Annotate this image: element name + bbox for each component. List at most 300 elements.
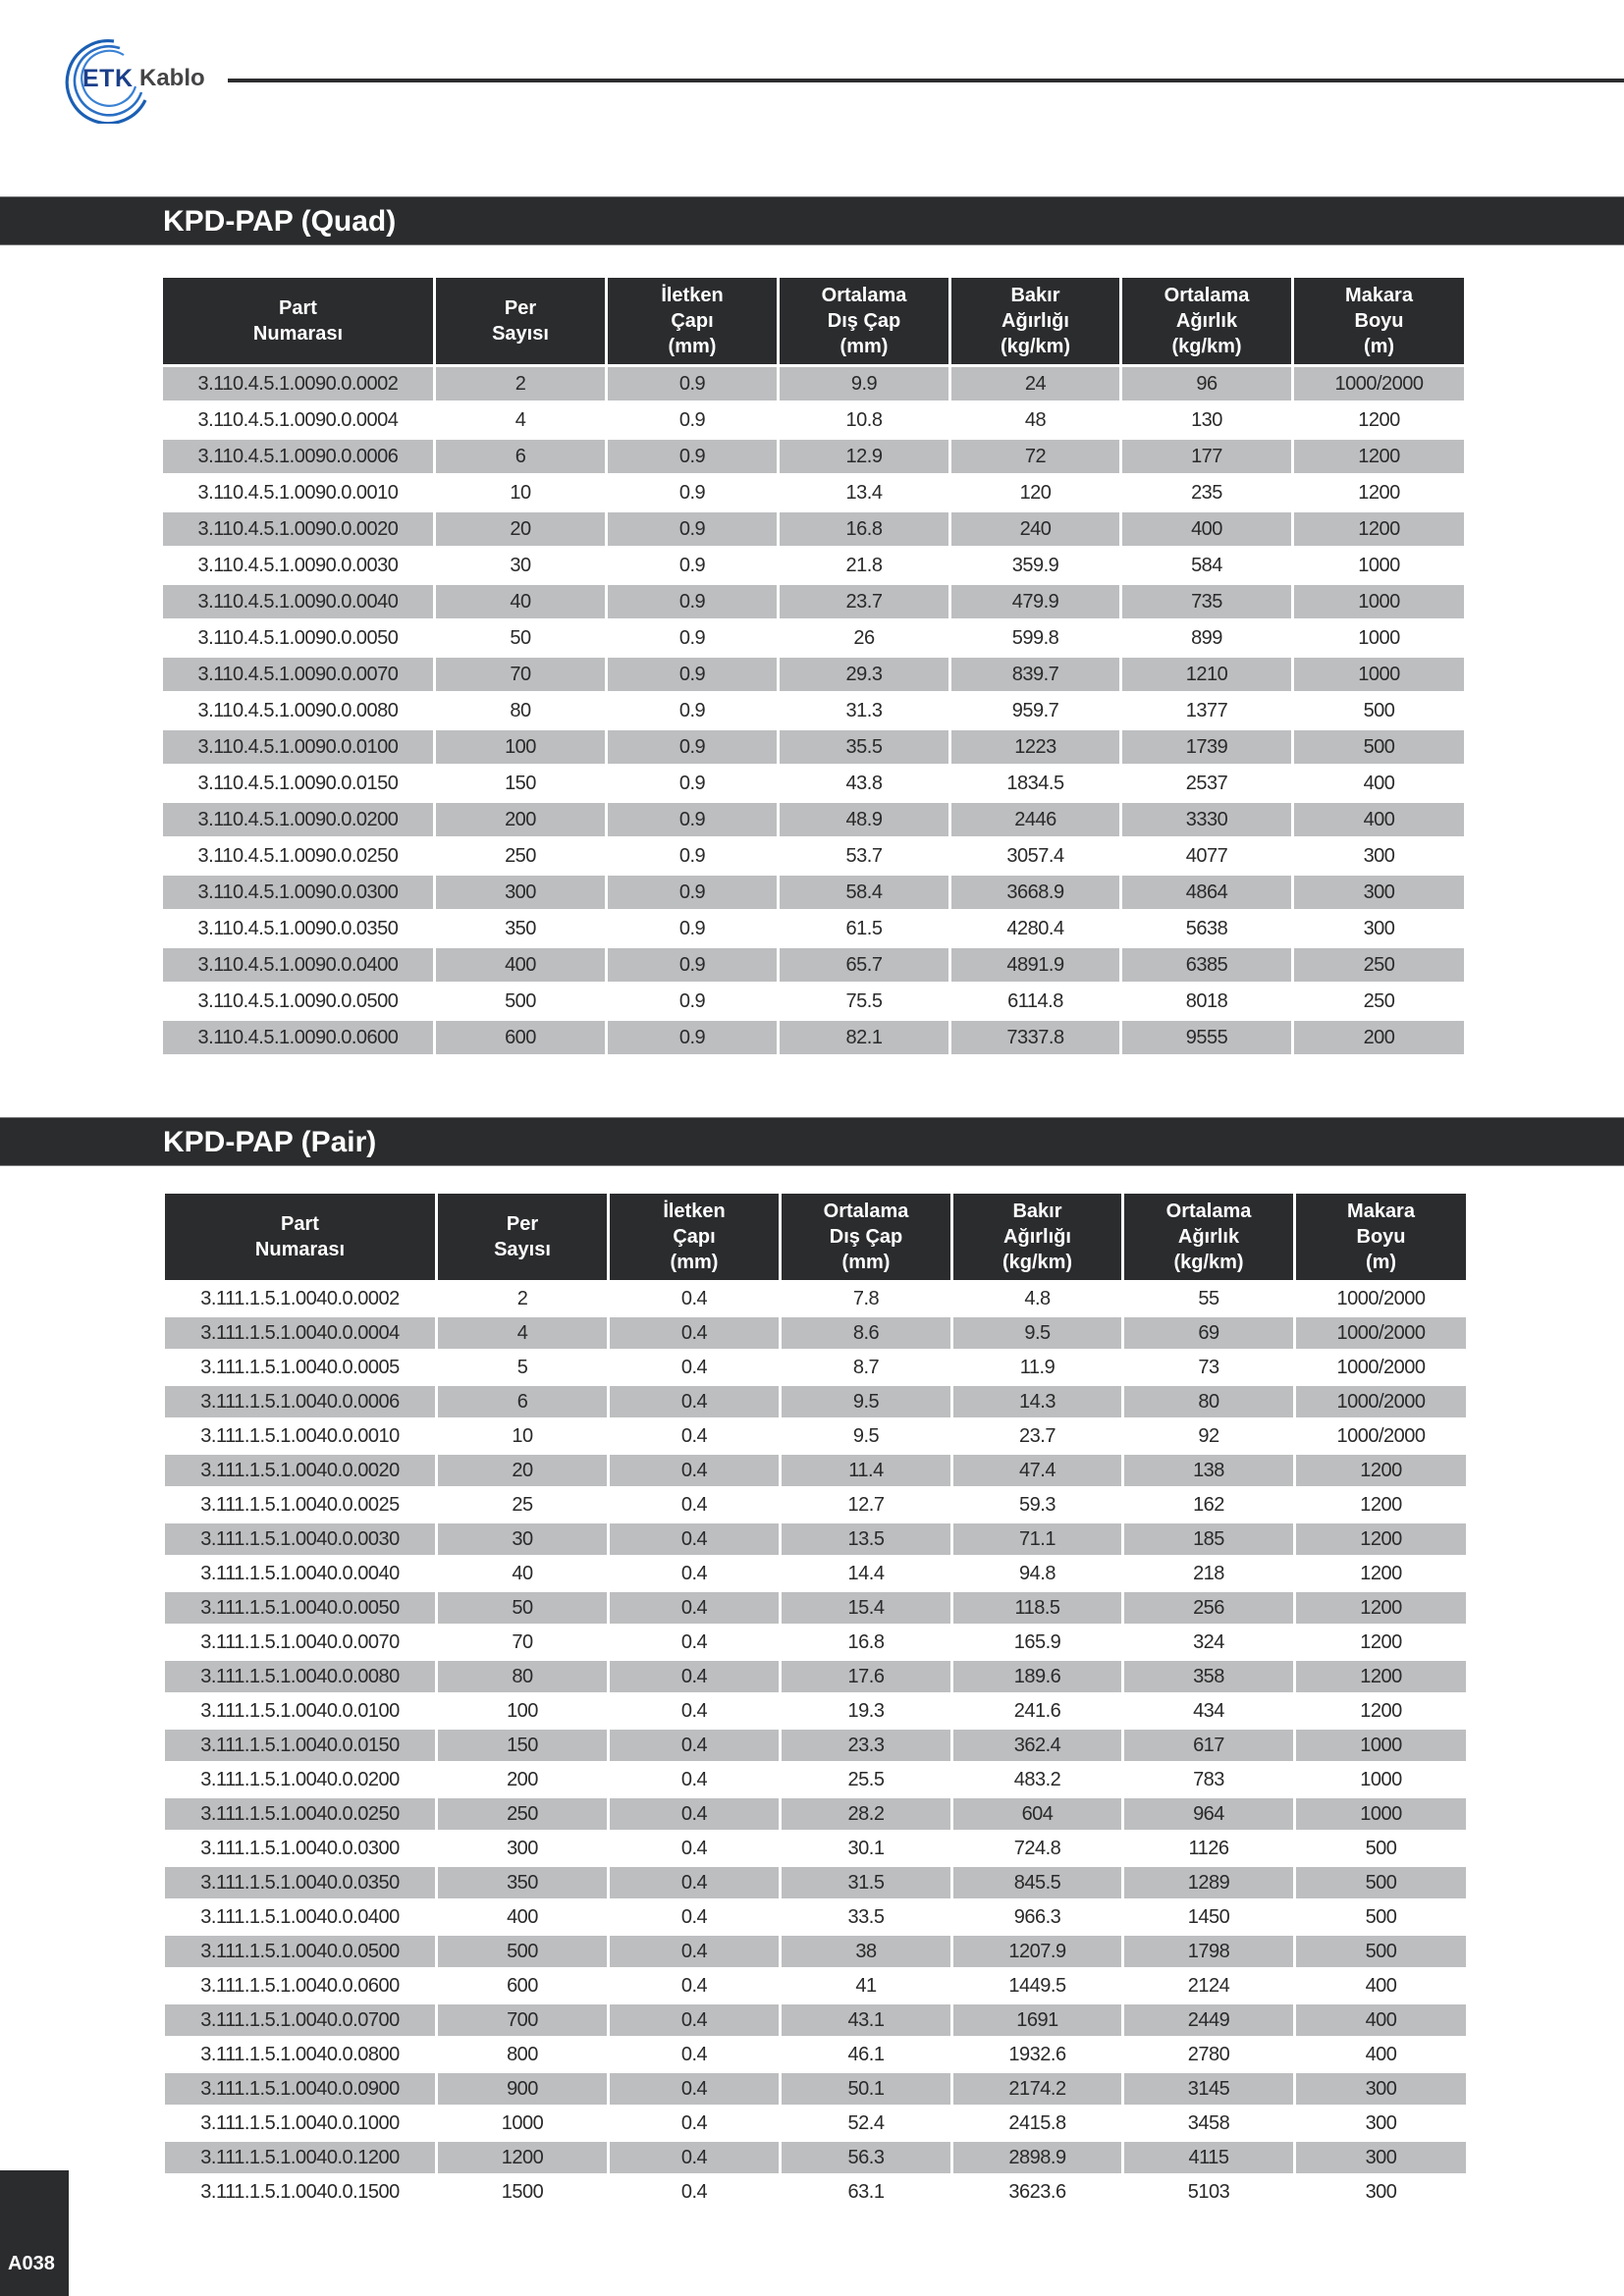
- cell-part-number: 3.111.1.5.1.0040.0.0500: [165, 1936, 435, 1970]
- cell-outer-diameter: 58.4: [780, 876, 948, 912]
- cell-pair-count: 50: [438, 1592, 607, 1627]
- table-row: [165, 2039, 1466, 2073]
- cell-reel-length: 400: [1296, 2004, 1466, 2039]
- cell-reel-length: 300: [1294, 839, 1464, 876]
- cell-average-weight: 3145: [1124, 2073, 1293, 2108]
- cell-conductor-diameter: 0.9: [608, 730, 777, 767]
- cell-pair-count: 10: [438, 1420, 607, 1455]
- table-row: [163, 767, 1464, 803]
- cell-part-number: 3.110.4.5.1.0090.0.0030: [163, 549, 433, 585]
- table-row: [165, 2073, 1466, 2108]
- cell-reel-length: 200: [1294, 1021, 1464, 1057]
- cell-copper-weight: 1932.6: [953, 2039, 1121, 2073]
- cell-outer-diameter: 52.4: [782, 2108, 950, 2142]
- cell-copper-weight: 4891.9: [951, 948, 1119, 985]
- cell-outer-diameter: 30.1: [782, 1833, 950, 1867]
- table-row: [163, 585, 1464, 621]
- cell-reel-length: 1000/2000: [1296, 1317, 1466, 1352]
- cell-pair-count: 4: [438, 1317, 607, 1352]
- table-row: [163, 403, 1464, 440]
- cell-copper-weight: 1449.5: [953, 1970, 1121, 2004]
- cell-pair-count: 6: [438, 1386, 607, 1420]
- cell-pair-count: 900: [438, 2073, 607, 2108]
- cell-pair-count: 6: [436, 440, 605, 476]
- cell-conductor-diameter: 0.4: [610, 2142, 779, 2176]
- cell-pair-count: 150: [436, 767, 605, 803]
- cell-pair-count: 70: [438, 1627, 607, 1661]
- cell-copper-weight: 7337.8: [951, 1021, 1119, 1057]
- pair-table-body: [165, 1283, 1466, 2211]
- cell-copper-weight: 3623.6: [953, 2176, 1121, 2211]
- cell-average-weight: 4077: [1122, 839, 1291, 876]
- cell-conductor-diameter: 0.4: [610, 1283, 779, 1317]
- cell-outer-diameter: 7.8: [782, 1283, 950, 1317]
- cell-conductor-diameter: 0.4: [610, 1730, 779, 1764]
- cell-copper-weight: 3668.9: [951, 876, 1119, 912]
- cell-part-number: 3.110.4.5.1.0090.0.0006: [163, 440, 433, 476]
- cell-reel-length: 1000: [1294, 621, 1464, 658]
- cell-conductor-diameter: 0.9: [608, 476, 777, 512]
- column-header-conductor-diameter: İletken Çapı (mm): [610, 1194, 779, 1283]
- cell-pair-count: 30: [436, 549, 605, 585]
- table-row: [165, 1936, 1466, 1970]
- cell-average-weight: 3330: [1122, 803, 1291, 839]
- cell-copper-weight: 120: [951, 476, 1119, 512]
- cell-outer-diameter: 15.4: [782, 1592, 950, 1627]
- cell-reel-length: 400: [1296, 2039, 1466, 2073]
- cell-average-weight: 9555: [1122, 1021, 1291, 1057]
- cell-pair-count: 600: [436, 1021, 605, 1057]
- cell-conductor-diameter: 0.9: [608, 1021, 777, 1057]
- header-rule: [228, 79, 1624, 82]
- table-row: [163, 839, 1464, 876]
- cell-reel-length: 1200: [1296, 1661, 1466, 1695]
- table-row: [165, 1455, 1466, 1489]
- cell-average-weight: 2537: [1122, 767, 1291, 803]
- cell-part-number: 3.111.1.5.1.0040.0.0025: [165, 1489, 435, 1523]
- cell-outer-diameter: 14.4: [782, 1558, 950, 1592]
- cell-copper-weight: 1223: [951, 730, 1119, 767]
- cell-copper-weight: 94.8: [953, 1558, 1121, 1592]
- cell-average-weight: 617: [1124, 1730, 1293, 1764]
- cell-copper-weight: 3057.4: [951, 839, 1119, 876]
- cell-outer-diameter: 12.9: [780, 440, 948, 476]
- cell-reel-length: 300: [1296, 2142, 1466, 2176]
- cell-average-weight: 1450: [1124, 1901, 1293, 1936]
- table-row: [165, 1901, 1466, 1936]
- table-row: [163, 512, 1464, 549]
- table-row: [165, 1420, 1466, 1455]
- cell-average-weight: 1377: [1122, 694, 1291, 730]
- cell-part-number: 3.111.1.5.1.0040.0.0005: [165, 1352, 435, 1386]
- cell-reel-length: 1000/2000: [1296, 1352, 1466, 1386]
- cell-reel-length: 1000: [1296, 1730, 1466, 1764]
- pair-section-header: [0, 1117, 1624, 1166]
- cell-reel-length: 1000: [1296, 1798, 1466, 1833]
- cell-pair-count: 200: [436, 803, 605, 839]
- cell-average-weight: 185: [1124, 1523, 1293, 1558]
- cell-conductor-diameter: 0.9: [608, 948, 777, 985]
- cell-outer-diameter: 13.4: [780, 476, 948, 512]
- cell-pair-count: 300: [438, 1833, 607, 1867]
- cell-pair-count: 400: [438, 1901, 607, 1936]
- column-header-part-number: Part Numarası: [165, 1194, 435, 1283]
- cell-average-weight: 55: [1124, 1283, 1293, 1317]
- cell-conductor-diameter: 0.4: [610, 1970, 779, 2004]
- cell-pair-count: 300: [436, 876, 605, 912]
- cell-copper-weight: 118.5: [953, 1592, 1121, 1627]
- cell-reel-length: 1000/2000: [1296, 1420, 1466, 1455]
- cell-reel-length: 500: [1296, 1901, 1466, 1936]
- cell-part-number: 3.110.4.5.1.0090.0.0150: [163, 767, 433, 803]
- cell-reel-length: 1200: [1296, 1489, 1466, 1523]
- etk-kablo-logo: [51, 35, 238, 124]
- table-row: [163, 694, 1464, 730]
- cell-pair-count: 400: [436, 948, 605, 985]
- cell-pair-count: 4: [436, 403, 605, 440]
- cell-part-number: 3.111.1.5.1.0040.0.0600: [165, 1970, 435, 2004]
- cell-conductor-diameter: 0.4: [610, 1695, 779, 1730]
- cell-part-number: 3.111.1.5.1.0040.0.0070: [165, 1627, 435, 1661]
- cell-conductor-diameter: 0.4: [610, 1867, 779, 1901]
- cell-pair-count: 30: [438, 1523, 607, 1558]
- cell-part-number: 3.111.1.5.1.0040.0.0006: [165, 1386, 435, 1420]
- table-row: [165, 2108, 1466, 2142]
- cell-conductor-diameter: 0.4: [610, 1489, 779, 1523]
- cell-conductor-diameter: 0.4: [610, 1661, 779, 1695]
- cell-copper-weight: 24: [951, 367, 1119, 403]
- cell-reel-length: 300: [1294, 876, 1464, 912]
- cell-pair-count: 250: [438, 1798, 607, 1833]
- cell-average-weight: 256: [1124, 1592, 1293, 1627]
- cell-conductor-diameter: 0.4: [610, 1592, 779, 1627]
- cell-conductor-diameter: 0.4: [610, 2039, 779, 2073]
- cell-part-number: 3.111.1.5.1.0040.0.0100: [165, 1695, 435, 1730]
- table-row: [165, 1695, 1466, 1730]
- cell-part-number: 3.111.1.5.1.0040.0.0700: [165, 2004, 435, 2039]
- cell-outer-diameter: 28.2: [782, 1798, 950, 1833]
- cell-outer-diameter: 19.3: [782, 1695, 950, 1730]
- table-header-row: [165, 1194, 1466, 1283]
- cell-average-weight: 2780: [1124, 2039, 1293, 2073]
- cell-outer-diameter: 61.5: [780, 912, 948, 948]
- cell-conductor-diameter: 0.9: [608, 839, 777, 876]
- cell-pair-count: 80: [436, 694, 605, 730]
- cell-part-number: 3.111.1.5.1.0040.0.0030: [165, 1523, 435, 1558]
- cell-conductor-diameter: 0.4: [610, 1558, 779, 1592]
- cell-copper-weight: 839.7: [951, 658, 1119, 694]
- cell-outer-diameter: 31.5: [782, 1867, 950, 1901]
- cell-average-weight: 2124: [1124, 1970, 1293, 2004]
- cell-part-number: 3.111.1.5.1.0040.0.0900: [165, 2073, 435, 2108]
- cell-part-number: 3.111.1.5.1.0040.0.0010: [165, 1420, 435, 1455]
- cell-conductor-diameter: 0.9: [608, 621, 777, 658]
- page-number: A038: [8, 2253, 55, 2274]
- column-header-outer-diameter: Ortalama Dış Çap (mm): [782, 1194, 950, 1283]
- cell-reel-length: 500: [1296, 1936, 1466, 1970]
- cell-pair-count: 350: [438, 1867, 607, 1901]
- cell-part-number: 3.110.4.5.1.0090.0.0002: [163, 367, 433, 403]
- table-row: [163, 476, 1464, 512]
- cell-part-number: 3.110.4.5.1.0090.0.0250: [163, 839, 433, 876]
- cell-copper-weight: 4280.4: [951, 912, 1119, 948]
- cell-conductor-diameter: 0.4: [610, 1386, 779, 1420]
- cell-outer-diameter: 63.1: [782, 2176, 950, 2211]
- cell-conductor-diameter: 0.4: [610, 2108, 779, 2142]
- cell-reel-length: 250: [1294, 985, 1464, 1021]
- column-header-pair-count: Per Sayısı: [438, 1194, 607, 1283]
- quad-section-header: [0, 196, 1624, 245]
- cell-reel-length: 1200: [1296, 1695, 1466, 1730]
- cell-copper-weight: 959.7: [951, 694, 1119, 730]
- cell-reel-length: 300: [1296, 2108, 1466, 2142]
- column-header-average-weight: Ortalama Ağırlık (kg/km): [1122, 278, 1291, 367]
- cell-part-number: 3.111.1.5.1.0040.0.0350: [165, 1867, 435, 1901]
- cell-outer-diameter: 26: [780, 621, 948, 658]
- cell-conductor-diameter: 0.9: [608, 585, 777, 621]
- cell-copper-weight: 240: [951, 512, 1119, 549]
- table-row: [165, 1558, 1466, 1592]
- cell-average-weight: 358: [1124, 1661, 1293, 1695]
- cell-part-number: 3.111.1.5.1.0040.0.0002: [165, 1283, 435, 1317]
- cell-average-weight: 324: [1124, 1627, 1293, 1661]
- quad-section-title: KPD-PAP (Quad): [163, 205, 397, 238]
- cell-outer-diameter: 35.5: [780, 730, 948, 767]
- quad-spec-table: [160, 278, 1467, 1057]
- cell-outer-diameter: 65.7: [780, 948, 948, 985]
- brand-etk: ETK: [82, 65, 134, 92]
- cell-part-number: 3.111.1.5.1.0040.0.0150: [165, 1730, 435, 1764]
- cell-conductor-diameter: 0.9: [608, 985, 777, 1021]
- cell-outer-diameter: 48.9: [780, 803, 948, 839]
- cell-average-weight: 783: [1124, 1764, 1293, 1798]
- cell-outer-diameter: 9.9: [780, 367, 948, 403]
- cell-average-weight: 69: [1124, 1317, 1293, 1352]
- cell-copper-weight: 604: [953, 1798, 1121, 1833]
- cell-reel-length: 300: [1296, 2176, 1466, 2211]
- table-row: [163, 730, 1464, 767]
- cell-copper-weight: 4.8: [953, 1283, 1121, 1317]
- cell-conductor-diameter: 0.4: [610, 1627, 779, 1661]
- table-row: [165, 1798, 1466, 1833]
- cell-conductor-diameter: 0.4: [610, 1798, 779, 1833]
- cell-outer-diameter: 16.8: [780, 512, 948, 549]
- cell-copper-weight: 599.8: [951, 621, 1119, 658]
- cell-part-number: 3.111.1.5.1.0040.0.0200: [165, 1764, 435, 1798]
- table-row: [165, 1661, 1466, 1695]
- cell-conductor-diameter: 0.4: [610, 2004, 779, 2039]
- cell-conductor-diameter: 0.4: [610, 2176, 779, 2211]
- cell-reel-length: 1200: [1296, 1558, 1466, 1592]
- cell-pair-count: 2: [438, 1283, 607, 1317]
- cell-average-weight: 92: [1124, 1420, 1293, 1455]
- cell-copper-weight: 2446: [951, 803, 1119, 839]
- page-number-tab: [0, 2170, 69, 2296]
- cell-pair-count: 70: [436, 658, 605, 694]
- cell-reel-length: 250: [1294, 948, 1464, 985]
- cell-pair-count: 1200: [438, 2142, 607, 2176]
- cell-pair-count: 100: [438, 1695, 607, 1730]
- cell-copper-weight: 1834.5: [951, 767, 1119, 803]
- table-row: [165, 1833, 1466, 1867]
- cell-average-weight: 1210: [1122, 658, 1291, 694]
- cell-average-weight: 138: [1124, 1455, 1293, 1489]
- cell-average-weight: 5103: [1124, 2176, 1293, 2211]
- cell-copper-weight: 845.5: [953, 1867, 1121, 1901]
- cell-part-number: 3.110.4.5.1.0090.0.0400: [163, 948, 433, 985]
- cell-average-weight: 162: [1124, 1489, 1293, 1523]
- cell-copper-weight: 2174.2: [953, 2073, 1121, 2108]
- cell-conductor-diameter: 0.9: [608, 367, 777, 403]
- cell-average-weight: 130: [1122, 403, 1291, 440]
- cell-copper-weight: 1207.9: [953, 1936, 1121, 1970]
- cell-reel-length: 1000/2000: [1296, 1386, 1466, 1420]
- cell-average-weight: 1798: [1124, 1936, 1293, 1970]
- cell-outer-diameter: 11.4: [782, 1455, 950, 1489]
- cell-part-number: 3.111.1.5.1.0040.0.0300: [165, 1833, 435, 1867]
- cell-average-weight: 5638: [1122, 912, 1291, 948]
- cell-copper-weight: 189.6: [953, 1661, 1121, 1695]
- cell-pair-count: 350: [436, 912, 605, 948]
- cell-average-weight: 235: [1122, 476, 1291, 512]
- cell-outer-diameter: 10.8: [780, 403, 948, 440]
- cell-reel-length: 300: [1294, 912, 1464, 948]
- cell-part-number: 3.111.1.5.1.0040.0.0800: [165, 2039, 435, 2073]
- cell-conductor-diameter: 0.4: [610, 2073, 779, 2108]
- cell-conductor-diameter: 0.9: [608, 912, 777, 948]
- cell-conductor-diameter: 0.9: [608, 658, 777, 694]
- cell-copper-weight: 359.9: [951, 549, 1119, 585]
- table-row: [165, 1592, 1466, 1627]
- cell-outer-diameter: 21.8: [780, 549, 948, 585]
- cell-average-weight: 735: [1122, 585, 1291, 621]
- cell-reel-length: 1000: [1294, 549, 1464, 585]
- cell-average-weight: 177: [1122, 440, 1291, 476]
- cell-copper-weight: 59.3: [953, 1489, 1121, 1523]
- table-row: [163, 1021, 1464, 1057]
- table-row: [165, 1317, 1466, 1352]
- cell-outer-diameter: 33.5: [782, 1901, 950, 1936]
- cell-pair-count: 1000: [438, 2108, 607, 2142]
- cell-part-number: 3.110.4.5.1.0090.0.0200: [163, 803, 433, 839]
- cell-pair-count: 50: [436, 621, 605, 658]
- cell-pair-count: 25: [438, 1489, 607, 1523]
- cell-reel-length: 500: [1294, 694, 1464, 730]
- cell-part-number: 3.110.4.5.1.0090.0.0350: [163, 912, 433, 948]
- cell-average-weight: 584: [1122, 549, 1291, 585]
- cell-reel-length: 1200: [1294, 440, 1464, 476]
- cell-conductor-diameter: 0.4: [610, 1764, 779, 1798]
- cell-outer-diameter: 82.1: [780, 1021, 948, 1057]
- cell-copper-weight: 23.7: [953, 1420, 1121, 1455]
- cell-conductor-diameter: 0.4: [610, 1833, 779, 1867]
- column-header-average-weight: Ortalama Ağırlık (kg/km): [1124, 1194, 1293, 1283]
- cell-average-weight: 400: [1122, 512, 1291, 549]
- cell-reel-length: 1200: [1294, 476, 1464, 512]
- table-row: [165, 2142, 1466, 2176]
- cell-reel-length: 1200: [1296, 1627, 1466, 1661]
- cell-outer-diameter: 56.3: [782, 2142, 950, 2176]
- cell-average-weight: 4864: [1122, 876, 1291, 912]
- cell-reel-length: 1000/2000: [1296, 1283, 1466, 1317]
- table-row: [165, 1970, 1466, 2004]
- cell-conductor-diameter: 0.4: [610, 1317, 779, 1352]
- cell-average-weight: 899: [1122, 621, 1291, 658]
- cell-part-number: 3.110.4.5.1.0090.0.0300: [163, 876, 433, 912]
- cell-reel-length: 300: [1296, 2073, 1466, 2108]
- cell-reel-length: 500: [1296, 1833, 1466, 1867]
- cell-reel-length: 1200: [1296, 1455, 1466, 1489]
- cell-average-weight: 96: [1122, 367, 1291, 403]
- cell-conductor-diameter: 0.4: [610, 1352, 779, 1386]
- cell-reel-length: 500: [1294, 730, 1464, 767]
- cell-part-number: 3.110.4.5.1.0090.0.0020: [163, 512, 433, 549]
- pair-spec-table: [162, 1194, 1469, 2211]
- cell-average-weight: 3458: [1124, 2108, 1293, 2142]
- table-row: [165, 2176, 1466, 2211]
- cell-copper-weight: 11.9: [953, 1352, 1121, 1386]
- cell-average-weight: 2449: [1124, 2004, 1293, 2039]
- table-header-row: [163, 278, 1464, 367]
- cell-outer-diameter: 9.5: [782, 1420, 950, 1455]
- table-row: [163, 985, 1464, 1021]
- cell-part-number: 3.111.1.5.1.0040.0.0020: [165, 1455, 435, 1489]
- cell-copper-weight: 2415.8: [953, 2108, 1121, 2142]
- cell-conductor-diameter: 0.9: [608, 549, 777, 585]
- cell-part-number: 3.111.1.5.1.0040.0.0080: [165, 1661, 435, 1695]
- cell-conductor-diameter: 0.9: [608, 440, 777, 476]
- cell-average-weight: 964: [1124, 1798, 1293, 1833]
- table-row: [163, 876, 1464, 912]
- cell-reel-length: 1000: [1294, 585, 1464, 621]
- table-row: [163, 658, 1464, 694]
- cell-average-weight: 6385: [1122, 948, 1291, 985]
- cell-conductor-diameter: 0.9: [608, 694, 777, 730]
- cell-copper-weight: 6114.8: [951, 985, 1119, 1021]
- cell-outer-diameter: 29.3: [780, 658, 948, 694]
- table-row: [163, 440, 1464, 476]
- table-row: [163, 367, 1464, 403]
- cell-average-weight: 73: [1124, 1352, 1293, 1386]
- column-header-conductor-diameter: İletken Çapı (mm): [608, 278, 777, 367]
- cell-pair-count: 150: [438, 1730, 607, 1764]
- table-row: [163, 549, 1464, 585]
- cell-average-weight: 80: [1124, 1386, 1293, 1420]
- cell-outer-diameter: 41: [782, 1970, 950, 2004]
- cell-reel-length: 400: [1296, 1970, 1466, 2004]
- cell-outer-diameter: 16.8: [782, 1627, 950, 1661]
- cell-pair-count: 40: [438, 1558, 607, 1592]
- cell-part-number: 3.111.1.5.1.0040.0.0004: [165, 1317, 435, 1352]
- column-header-copper-weight: Bakır Ağırlığı (kg/km): [953, 1194, 1121, 1283]
- table-row: [163, 803, 1464, 839]
- cell-outer-diameter: 23.3: [782, 1730, 950, 1764]
- cell-copper-weight: 9.5: [953, 1317, 1121, 1352]
- brand-kablo: Kablo: [139, 65, 205, 91]
- cell-conductor-diameter: 0.9: [608, 876, 777, 912]
- cell-part-number: 3.110.4.5.1.0090.0.0070: [163, 658, 433, 694]
- cell-conductor-diameter: 0.4: [610, 1901, 779, 1936]
- cell-part-number: 3.111.1.5.1.0040.0.0040: [165, 1558, 435, 1592]
- column-header-copper-weight: Bakır Ağırlığı (kg/km): [951, 278, 1119, 367]
- table-row: [163, 621, 1464, 658]
- cell-copper-weight: 71.1: [953, 1523, 1121, 1558]
- column-header-pair-count: Per Sayısı: [436, 278, 605, 367]
- cell-copper-weight: 48: [951, 403, 1119, 440]
- cell-conductor-diameter: 0.4: [610, 1455, 779, 1489]
- cell-part-number: 3.111.1.5.1.0040.0.0400: [165, 1901, 435, 1936]
- cell-part-number: 3.110.4.5.1.0090.0.0050: [163, 621, 433, 658]
